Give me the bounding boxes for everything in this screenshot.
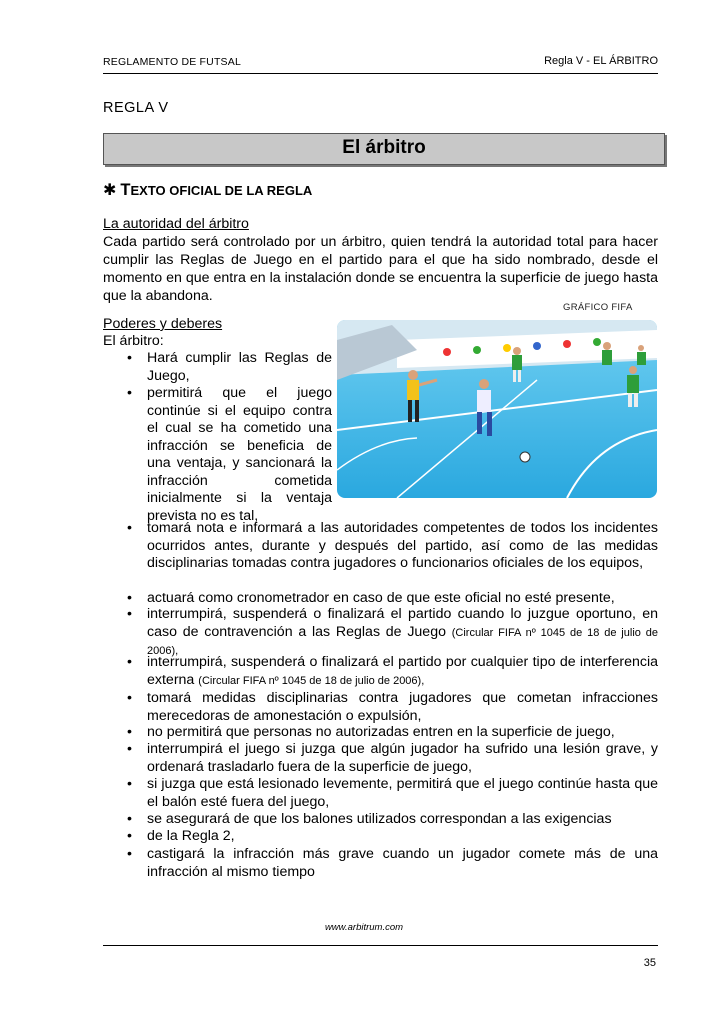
list-item-text: se asegurará de que los balones utilizados correspondan a las exigencias — [147, 811, 612, 827]
list-item-text: de la Regla 2, — [147, 828, 235, 844]
bullet-icon: • — [127, 776, 132, 792]
list-item-text: castigará la infracción más grave cuando un jugador comete más de una infracción al mismo tiempo — [147, 846, 658, 880]
bullet-icon: • — [127, 724, 132, 740]
circular-note: (Circular FIFA nº 1045 de 18 de julio de 2006), — [147, 626, 658, 657]
bullet-icon: • — [127, 690, 132, 706]
list-item-text: permitirá que el juego continúe si el equipo contra el cual se ha cometido una infracción se beneficia de una ventaja, y sancionará la infracción cometida inicialmente si la ventaja prevista no es tal, — [147, 385, 332, 524]
bullet-icon: • — [127, 811, 132, 827]
asterisk-icon: ✱ — [103, 182, 117, 199]
bullet-icon: • — [127, 846, 132, 862]
list-item-text: no permitirá que personas no autorizadas entren en la superficie de juego, — [147, 724, 615, 740]
list-item-text: si juzga que está lesionado levemente, permitirá que el juego continúe hasta que el balón esté fuera del juego, — [147, 776, 658, 810]
list-item-text: interrumpirá el juego si juzga que algún jugador ha sufrido una lesión grave, y ordenará trasladarlo fuera de la superficie de juego, — [147, 741, 658, 775]
bullet-icon: • — [127, 828, 132, 844]
section-heading-initial: T — [120, 180, 131, 199]
header-section-title: Regla V - EL ÁRBITRO — [544, 55, 658, 67]
autoridad-heading-text: La autoridad del árbitro — [103, 216, 249, 232]
bullet-icon: • — [127, 520, 132, 536]
list-item-text: interrumpirá, suspenderá o finalizará el partido por cualquier tipo de interferencia externa — [147, 654, 658, 688]
bullet-icon: • — [127, 590, 132, 606]
header-document-title: REGLAMENTO DE FUTSAL — [103, 56, 241, 68]
autoridad-body: Cada partido será controlado por un árbitro, quien tendrá la autoridad total para hacer cumplir las Reglas de Juego en el partido para el que ha sido nombrado, desde el momento en que entra en la instalación donde se encuentra la superficie de juego hasta que la abandona. — [103, 234, 658, 304]
bullet-icon: • — [127, 741, 132, 757]
poderes-heading — [103, 315, 658, 333]
bullet-icon: • — [127, 385, 132, 401]
title-box — [103, 133, 665, 165]
bullet-icon: • — [127, 654, 132, 670]
autoridad-heading — [103, 215, 658, 233]
bullet-icon: • — [127, 350, 132, 366]
image-caption: GRÁFICO FIFA — [563, 302, 633, 313]
page-title: El árbitro — [342, 137, 426, 158]
poderes-heading-text: Poderes y deberes — [103, 316, 223, 332]
list-item-text: tomará nota e informará a las autoridades competentes de todos los incidentes ocurridos antes, durante y después del partido, así como de las medidas disciplinarias tomadas contra jugadores o funcionarios oficiales de los equipos, — [147, 520, 658, 571]
page-number: 35 — [643, 957, 656, 969]
rule-number: REGLA V — [103, 100, 169, 116]
list-item-text: interrumpirá, suspenderá o finalizará el partido cuando lo juzgue oportuno, en caso de contravención a las Reglas de Juego — [147, 606, 658, 640]
list-item-text: tomará medidas disciplinarias contra jugadores que cometan infracciones merecedoras de amonestación o expulsión, — [147, 690, 658, 724]
bullet-icon: • — [127, 606, 132, 622]
section-heading-rest: EXTO OFICIAL DE LA REGLA — [130, 182, 313, 198]
section-heading — [103, 180, 312, 200]
footer-website: www.arbitrum.com — [324, 922, 404, 933]
list-item-text: actuará como cronometrador en caso de que este oficial no esté presente, — [147, 590, 615, 606]
footer-divider — [103, 945, 658, 946]
poderes-intro: El árbitro: — [103, 333, 164, 349]
header-divider — [103, 73, 658, 74]
list-item-text: Hará cumplir las Reglas de Juego, — [147, 350, 332, 384]
circular-note: (Circular FIFA nº 1045 de 18 de julio de 2006), — [198, 674, 425, 687]
